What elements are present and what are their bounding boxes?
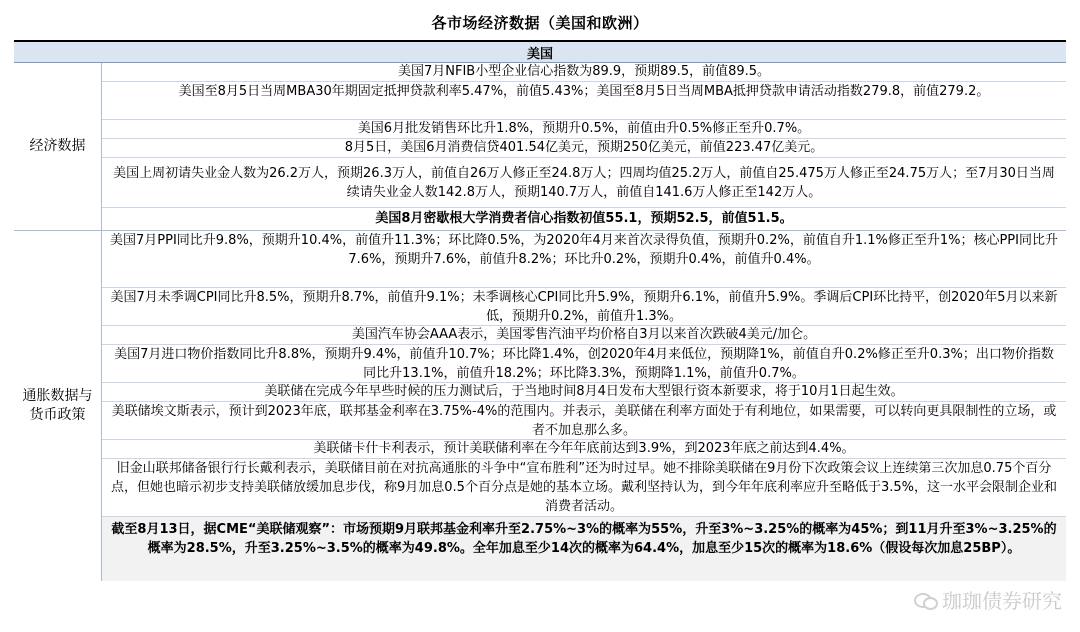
region-header: 美国 [14, 42, 1066, 63]
table-row: 8月5日，美国6月消费信贷401.54亿美元，预期250亿美元，前值223.47亿美元。 [102, 139, 1066, 158]
wechat-icon [914, 591, 936, 609]
table-row: 旧金山联邦储备银行行长戴利表示，美联储目前在对抗高通胀的斗争中“宣布胜利”还为时过早。她不排除美联储在9月份下次政策会议上连续第三次加息0.75个百分点，但她也暗示初步支持美联储放缓加息步伐，称9月加息0.5个百分点是她的基本立场。戴利坚持认为，到今年年底利率应升至略低于3.5%，这一水平会限制企业和消费者活动。 [102, 459, 1066, 517]
table-row: 美联储卡什卡利表示，预计美联储利率在今年年底前达到3.9%，到2023年底之前达到4.4%。 [102, 440, 1066, 459]
table-row: 美国至8月5日当周MBA30年期固定抵押贷款利率5.47%，前值5.43%；美国至8月5日当周MBA抵押贷款申请活动指数279.8，前值279.2。 [102, 82, 1066, 120]
table-row: 截至8月13日，据CME“美联储观察”：市场预期9月联邦基金利率升至2.75%~3%的概率为55%，升至3%~3.25%的概率为45%；到11月升至3%~3.25%的概率为28.5%，升至3.25%~3.5%的概率为49.8%。全年加息至少14次的概率为64.4%，加息至少15次的概率为18.6%（假设每次加息25BP）。 [102, 517, 1066, 581]
category-label: 通胀数据与货币政策 [14, 231, 102, 581]
section-economic-data [14, 63, 1066, 231]
category-label: 经济数据 [14, 63, 102, 230]
table-row: 美国8月密歇根大学消费者信心指数初值55.1，预期52.5，前值51.5。 [375, 211, 793, 226]
table-row: 美国7月PPI同比升9.8%，预期升10.4%，前值升11.3%；环比降0.5%，为2020年4月来首次录得负值，预期升0.2%，前值自升1.1%修正至升1%；核心PPI同比升7.6%，预期升7.6%，前值升8.2%；环比升0.2%，预期升0.4%，前值升0.4%。 [102, 231, 1066, 288]
watermark-text: 珈珈债券研究 [942, 589, 1062, 613]
section-inflation-policy [14, 231, 1066, 581]
section-items [102, 231, 1066, 581]
table-title: 各市场经济数据（美国和欧洲） [431, 13, 649, 32]
table-row: 美联储埃文斯表示，预计到2023年底，联邦基金利率在3.75%-4%的范围内。并表示，美联储在利率方面处于有利地位，如果需要，可以转向更具限制性的立场，或者不加息那么多。 [102, 402, 1066, 440]
data-table [14, 40, 1066, 632]
section-items [102, 63, 1066, 230]
table-row: 美国6月批发销售环比升1.8%，预期升0.5%，前值由升0.5%修正至升0.7%。 [102, 120, 1066, 139]
table-row: 美联储在完成今年早些时候的压力测试后，于当地时间8月4日发布大型银行资本新要求，将于10月1日起生效。 [102, 383, 1066, 402]
table-row: 美国汽车协会AAA表示，美国零售汽油平均价格自3月以来首次跌破4美元/加仑。 [102, 326, 1066, 345]
table-row: 美国7月NFIB小型企业信心指数为89.9，预期89.5，前值89.5。 [102, 63, 1066, 82]
table-row: 美国7月未季调CPI同比升8.5%，预期升8.7%，前值升9.1%；未季调核心CPI同比升5.9%，预期升6.1%，前值升5.9%。季调后CPI环比持平，创2020年5月以来新低，预期升0.2%，前值升1.3%。 [102, 288, 1066, 326]
table-row: 美国上周初请失业金人数为26.2万人，预期26.3万人，前值自26万人修正至24.8万人；四周均值25.2万人，前值自25.475万人修正至24.75万人；至7月30日当周续请失业金人数142.8万人，预期140.7万人，前值自141.6万人修正至142万人。 [102, 158, 1066, 208]
watermark [914, 585, 1062, 614]
table-row: 美国7月进口物价指数同比升8.8%，预期升9.4%，前值升10.7%；环比降1.4%，创2020年4月来低位，预期降1%，前值自升0.2%修正至升0.3%；出口物价指数同比升13.1%，前值升18.2%；环比降3.3%，预期降1.1%，前值升0.7%。 [102, 345, 1066, 383]
